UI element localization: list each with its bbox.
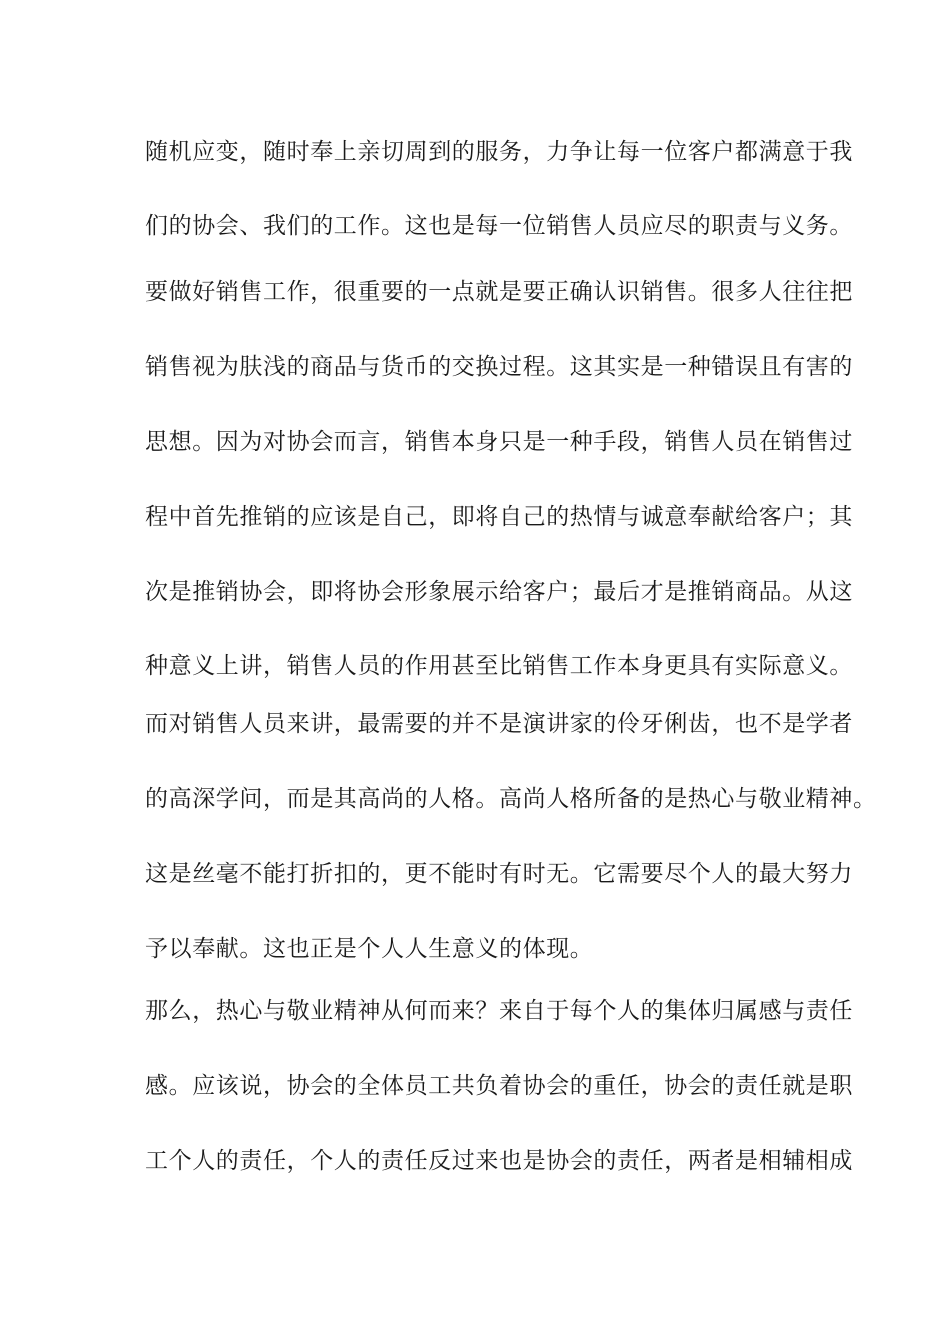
text-line: 种意义上讲，销售人员的作用甚至比销售工作本身更具有实际意义。 (145, 653, 853, 679)
text-line: 的高深学问，而是其高尚的人格。高尚人格所备的是热心与敬业精神。 (145, 786, 877, 812)
text-line: 予以奉献。这也正是个人人生意义的体现。 (145, 936, 594, 962)
text-line: 那么，热心与敬业精神从何而来？来自于每个人的集体归属感与责任 (145, 998, 853, 1024)
text-line: 思想。因为对协会而言，销售本身只是一种手段，销售人员在销售过 (145, 429, 853, 455)
text-line: 感。应该说，协会的全体员工共负着协会的重任，协会的责任就是职 (145, 1073, 853, 1099)
text-line: 要做好销售工作，很重要的一点就是要正确认识销售。很多人往往把 (145, 279, 853, 305)
text-line: 工个人的责任，个人的责任反过来也是协会的责任，两者是相辅相成 (145, 1148, 853, 1174)
text-line: 次是推销协会，即将协会形象展示给客户；最后才是推销商品。从这 (145, 579, 853, 605)
text-line: 而对销售人员来讲，最需要的并不是演讲家的伶牙俐齿，也不是学者 (145, 711, 853, 737)
text-line: 随机应变，随时奉上亲切周到的服务，力争让每一位客户都满意于我 (145, 139, 853, 165)
text-line: 销售视为肤浅的商品与货币的交换过程。这其实是一种错误且有害的 (145, 354, 853, 380)
text-line: 程中首先推销的应该是自己，即将自己的热情与诚意奉献给客户；其 (145, 504, 853, 530)
text-line: 们的协会、我们的工作。这也是每一位销售人员应尽的职责与义务。 (145, 213, 853, 239)
text-line: 这是丝毫不能打折扣的，更不能时有时无。它需要尽个人的最大努力 (145, 861, 853, 887)
